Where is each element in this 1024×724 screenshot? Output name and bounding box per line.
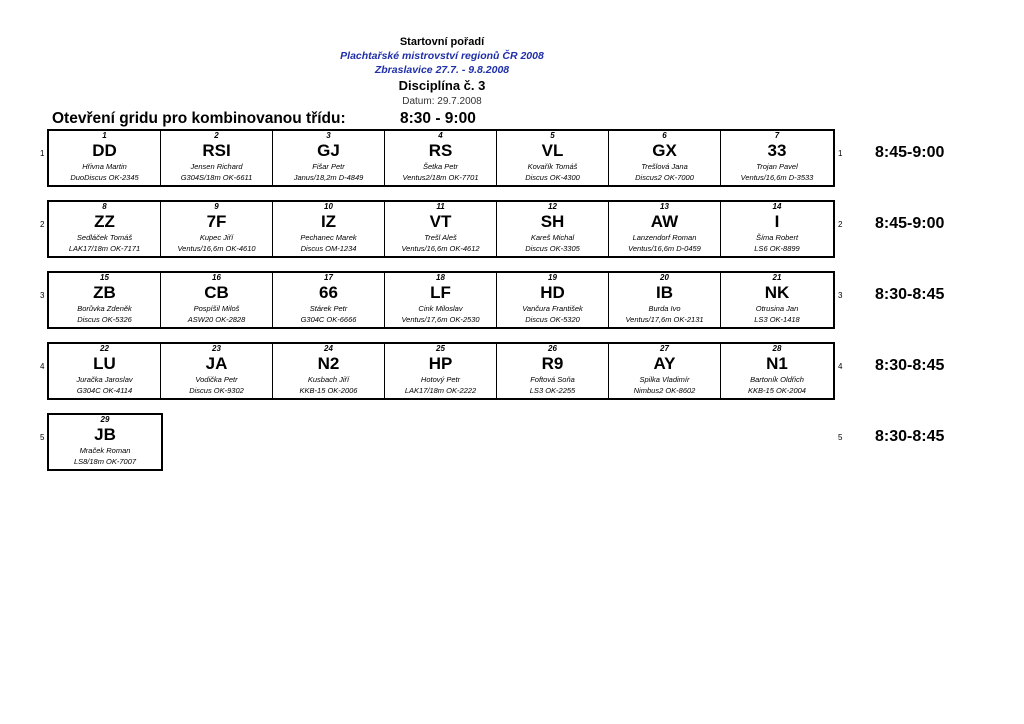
glider-type-registration: KKB-15 OK-2006 (299, 386, 358, 395)
start-position: 11 (436, 202, 445, 211)
competition-code: LU (93, 354, 116, 373)
grid-heading: Otevření gridu pro kombinovanou třídu: (52, 110, 346, 127)
row-number-right: 2 (838, 220, 843, 229)
pilot-name: Sedláček Tomáš (76, 233, 133, 242)
competition-code: LF (430, 283, 451, 302)
pilot-name: Kareš Michal (530, 233, 575, 242)
competition-code: NK (764, 283, 790, 302)
row-number-right: 4 (838, 362, 843, 371)
pilot-name: Juračka Jaroslav (76, 375, 133, 384)
glider-cell (497, 344, 609, 398)
glider-type-registration: LS8/18m OK-7007 (73, 457, 137, 466)
start-position: 14 (772, 202, 782, 211)
pilot-name: Kupec Jiří (199, 233, 234, 242)
start-position: 2 (214, 131, 219, 140)
glider-type-registration: Ventus/16,6m D-0459 (628, 244, 701, 253)
pilot-name: Mraček Roman (79, 446, 131, 455)
glider-cell (609, 202, 721, 256)
row-number-left: 1 (40, 149, 45, 158)
pilot-name: Spilka Vladimír (639, 375, 690, 384)
glider-type-registration: Discus OM-1234 (300, 244, 357, 253)
competition-code: HP (428, 354, 453, 373)
competition-code: GJ (317, 141, 340, 160)
glider-cell (721, 202, 833, 256)
start-position: 20 (660, 273, 669, 282)
start-position: 8 (102, 202, 107, 211)
competition-code: 7F (206, 212, 227, 231)
start-position: 29 (100, 415, 110, 424)
document-title: Startovní pořadí (399, 36, 485, 48)
glider-cell (161, 131, 273, 185)
glider-type-registration: Discus OK-9302 (189, 386, 244, 395)
pilot-name: Burda Ivo (648, 304, 681, 313)
glider-cell (273, 273, 385, 327)
competition-code: N1 (766, 354, 788, 373)
glider-cell (49, 273, 161, 327)
glider-cell (273, 131, 385, 185)
championship-dates: Zbraslavice 27.7. - 9.8.2008 (374, 64, 510, 76)
row-number-left: 4 (40, 362, 45, 371)
pilot-name: Lanzendorf Roman (632, 233, 697, 242)
competition-code: AY (653, 354, 676, 373)
start-position: 25 (436, 344, 445, 353)
start-position: 15 (100, 273, 109, 282)
document-date: Datum: 29.7.2008 (402, 96, 482, 107)
start-position: 4 (438, 131, 443, 140)
pilot-name: Trojan Pavel (756, 162, 798, 171)
glider-cell (609, 344, 721, 398)
glider-type-registration: LAK17/18m OK-7171 (68, 244, 141, 253)
glider-cell (49, 131, 161, 185)
glider-cell (49, 415, 161, 469)
competition-code: SH (540, 212, 565, 231)
pilot-name: Kovařík Tomáš (527, 162, 578, 171)
glider-type-registration: KKB-15 OK-2004 (748, 386, 806, 395)
grid-row (0, 271, 1024, 333)
row-cells (47, 413, 163, 471)
row-cells (47, 200, 835, 258)
row-time-window: 8:45-9:00 (875, 215, 945, 232)
pilot-name: Vančura František (522, 304, 583, 313)
grid-row (0, 342, 1024, 404)
row-time-window: 8:30-8:45 (875, 428, 945, 445)
pilot-name: Otrusina Jan (755, 304, 799, 313)
pilot-name: Kusbach Jiří (307, 375, 350, 384)
glider-cell (609, 273, 721, 327)
competition-code: 33 (767, 141, 787, 160)
start-position: 12 (548, 202, 557, 211)
glider-type-registration: Ventus2/18m OK-7701 (402, 173, 479, 182)
glider-type-registration: G304S/18m OK-6611 (180, 173, 253, 182)
competition-code: JA (205, 354, 228, 373)
competition-code: VL (541, 141, 564, 160)
pilot-name: Hřivna Martin (82, 162, 127, 171)
glider-type-registration: Nimbus2 OK-8602 (633, 386, 696, 395)
start-position: 27 (660, 344, 669, 353)
competition-code: 66 (319, 283, 338, 302)
competition-code: N2 (317, 354, 340, 373)
glider-type-registration: Discus2 OK-7000 (635, 173, 694, 182)
glider-cell (49, 344, 161, 398)
glider-type-registration: Discus OK-4300 (525, 173, 580, 182)
glider-cell (721, 273, 833, 327)
glider-type-registration: LS6 OK-8899 (754, 244, 800, 253)
glider-cell (273, 202, 385, 256)
start-position: 28 (772, 344, 782, 353)
row-time-window: 8:45-9:00 (875, 144, 945, 161)
row-cells (47, 342, 835, 400)
start-position: 5 (550, 131, 555, 140)
row-cells (47, 271, 835, 329)
glider-cell (385, 344, 497, 398)
glider-type-registration: G304C OK-6666 (300, 315, 357, 324)
glider-cell (161, 344, 273, 398)
start-position: 3 (326, 131, 331, 140)
glider-type-registration: LS3 OK-1418 (754, 315, 800, 324)
row-time-window: 8:30-8:45 (875, 286, 945, 303)
discipline-title: Disciplína č. 3 (398, 78, 486, 93)
glider-type-registration: LAK17/18m OK-2222 (404, 386, 477, 395)
glider-cell (497, 202, 609, 256)
competition-code: IZ (320, 212, 337, 231)
glider-type-registration: Discus OK-3305 (525, 244, 580, 253)
start-position: 21 (772, 273, 782, 282)
competition-code: HD (540, 283, 565, 302)
start-position: 24 (324, 344, 333, 353)
start-position: 22 (100, 344, 109, 353)
glider-cell (161, 273, 273, 327)
glider-type-registration: LS3 OK-2255 (529, 386, 576, 395)
row-number-right: 3 (838, 291, 843, 300)
pilot-name: Pospíšil Miloš (193, 304, 240, 313)
row-time-window: 8:30-8:45 (875, 357, 945, 374)
glider-cell (273, 344, 385, 398)
glider-type-registration: ASW20 OK-2828 (187, 315, 246, 324)
glider-type-registration: Ventus/17,6m OK-2530 (401, 315, 480, 324)
glider-cell (497, 131, 609, 185)
grid-row (0, 413, 1024, 475)
row-number-right: 5 (838, 433, 843, 442)
competition-code: CB (204, 283, 229, 302)
start-position: 9 (214, 202, 219, 211)
glider-cell (385, 202, 497, 256)
glider-type-registration: Ventus/16,6m OK-4610 (177, 244, 256, 253)
pilot-name: Bartoník Oldřich (750, 375, 804, 384)
row-cells (47, 129, 835, 187)
start-position: 18 (436, 273, 445, 282)
pilot-name: Trešlová Jana (641, 162, 688, 171)
start-position: 26 (548, 344, 557, 353)
glider-type-registration: G304C OK-4114 (76, 386, 133, 395)
start-position: 13 (660, 202, 669, 211)
row-number-left: 5 (40, 433, 45, 442)
pilot-name: Stárek Petr (309, 304, 348, 313)
competition-code: I (774, 212, 780, 231)
competition-code: ZZ (94, 212, 115, 231)
competition-code: IB (656, 283, 673, 302)
pilot-name: Šíma Robert (755, 233, 799, 242)
start-position: 17 (324, 273, 333, 282)
grid-row (0, 200, 1024, 262)
grid-heading-time: 8:30 - 9:00 (400, 110, 476, 127)
glider-cell (385, 131, 497, 185)
pilot-name: Jensen Richard (190, 162, 243, 171)
glider-cell (497, 273, 609, 327)
glider-type-registration: DuoDiscus OK-2345 (70, 173, 139, 182)
glider-cell (609, 131, 721, 185)
grid-row (0, 129, 1024, 191)
glider-cell (161, 202, 273, 256)
pilot-name: Borůvka Zdeněk (77, 304, 132, 313)
pilot-name: Pechanec Marek (300, 233, 357, 242)
glider-type-registration: Discus OK-5326 (77, 315, 132, 324)
pilot-name: Vodička Petr (195, 375, 238, 384)
pilot-name: Foftová Soňa (530, 375, 575, 384)
start-position: 1 (102, 131, 107, 140)
glider-cell (49, 202, 161, 256)
glider-type-registration: Ventus/16,6m D-3533 (740, 173, 814, 182)
championship-name: Plachtařské mistrovství regionů ČR 2008 (340, 50, 544, 62)
glider-type-registration: Janus/18,2m D-4849 (293, 173, 364, 182)
row-number-left: 3 (40, 291, 45, 300)
start-position: 7 (774, 131, 780, 140)
competition-code: AW (650, 212, 679, 231)
start-position: 19 (548, 273, 557, 282)
glider-type-registration: Discus OK-5320 (525, 315, 580, 324)
competition-code: ZB (93, 283, 116, 302)
pilot-name: Hotový Petr (420, 375, 461, 384)
glider-type-registration: Ventus/17,6m OK-2131 (625, 315, 704, 324)
pilot-name: Fišar Petr (312, 162, 345, 171)
glider-cell (385, 273, 497, 327)
start-position: 23 (212, 344, 221, 353)
start-position: 16 (212, 273, 221, 282)
glider-type-registration: Ventus/16,6m OK-4612 (401, 244, 480, 253)
competition-code: VT (429, 212, 452, 231)
competition-code: DD (92, 141, 117, 160)
competition-code: JB (94, 425, 116, 444)
start-position: 10 (324, 202, 333, 211)
competition-code: RS (428, 141, 453, 160)
pilot-name: Cink Miloslav (418, 304, 463, 313)
pilot-name: Šetka Petr (422, 162, 459, 171)
competition-code: GX (652, 141, 677, 160)
start-position: 6 (662, 131, 667, 140)
competition-code: RSI (202, 141, 231, 160)
glider-cell (721, 344, 833, 398)
competition-code: R9 (541, 354, 564, 373)
row-number-left: 2 (40, 220, 45, 229)
glider-cell (721, 131, 833, 185)
pilot-name: Trešl Aleš (424, 233, 457, 242)
row-number-right: 1 (838, 149, 843, 158)
